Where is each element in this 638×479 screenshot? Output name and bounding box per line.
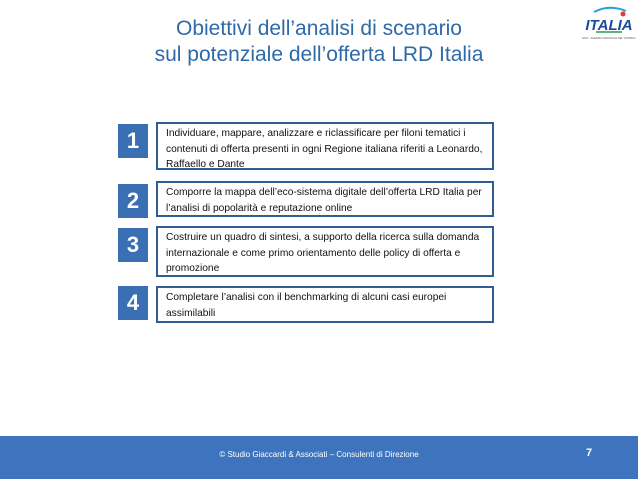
italia-logo — [582, 6, 636, 42]
footer-bar — [0, 436, 638, 479]
logo-tagline: ENIT - AGENZIA NAZIONALE DEL TURISMO — [582, 37, 636, 40]
title-line-2: sul potenziale dell’offerta LRD Italia — [154, 43, 484, 66]
slide-title — [0, 16, 638, 68]
objective-item-2: Comporre la mappa dell’eco-sistema digitale dell’offerta LRD Italia per l’analisi di popolarità e reputazione online — [156, 181, 494, 217]
item-number-4: 4 — [118, 286, 148, 320]
footer-copyright: © Studio Giaccardi & Associati – Consulenti di Direzione — [219, 450, 419, 459]
item-number-2: 2 — [118, 184, 148, 218]
logo-text: ITALIA — [585, 17, 633, 34]
page-number: 7 — [586, 447, 593, 459]
objective-item-4: Completare l’analisi con il benchmarking di alcuni casi europei assimilabili — [156, 286, 494, 323]
objective-item-1: Individuare, mappare, analizzare e riclassificare per filoni tematici i contenuti di offerta presenti in ogni Regione italiana riferiti a Leonardo, Raffaello e Dante — [156, 122, 494, 170]
item-number-1: 1 — [118, 124, 148, 158]
italia-logo-icon — [582, 6, 636, 42]
item-number-3: 3 — [118, 228, 148, 262]
objective-item-3: Costruire un quadro di sintesi, a supporto della ricerca sulla domanda internazionale e come primo orientamento delle policy di offerta e promozione — [156, 226, 494, 277]
title-line-1: Obiettivi dell’analisi di scenario — [176, 17, 462, 40]
